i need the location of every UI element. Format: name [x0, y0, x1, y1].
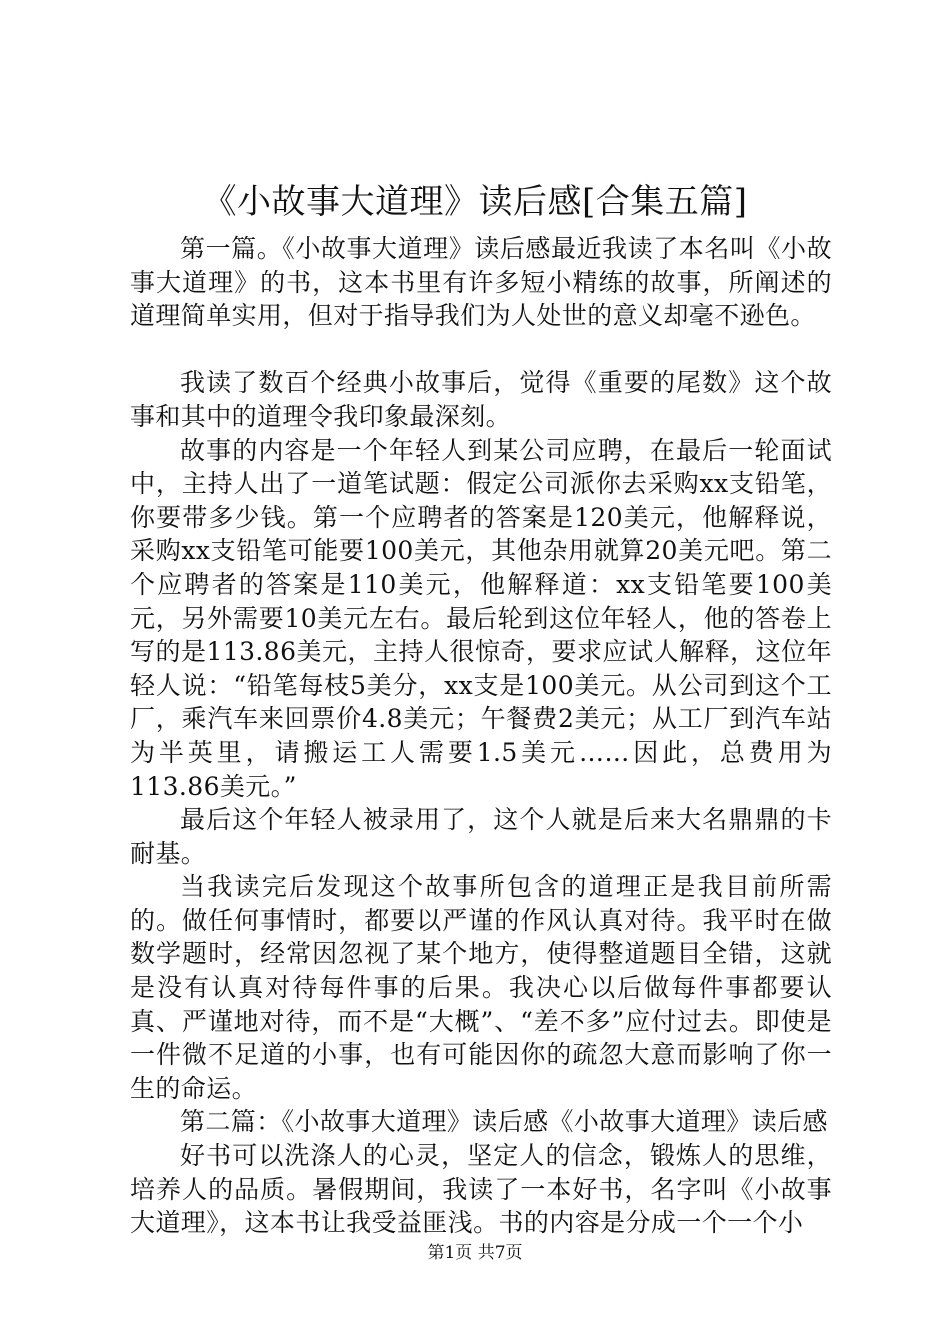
paragraph: 当我读完后发现这个故事所包含的道理正是我目前所需的。做任何事情时，都要以严谨的作风认真对待。我平时在做数学题时，经常因忽视了某个地方，使得整道题目全错，这就是没有认真对待每件事的后果。我决心以后做每件事都要认真、严谨地对待，而不是“大概”、“差不多”应付过去。即使是一件微不足道的小事，也有可能因你的疏忽大意而影响了你一生的命运。 [130, 872, 832, 1103]
document-title: 《小故事大道理》读后感[合集五篇] [202, 182, 748, 222]
paragraph: 我读了数百个经典小故事后，觉得《重要的尾数》这个故事和其中的道理令我印象最深刻。 [130, 368, 832, 431]
paragraph: 故事的内容是一个年轻人到某公司应聘，在最后一轮面试中，主持人出了一道笔试题：假定公司派你去采购xx支铅笔，你要带多少钱。第一个应聘者的答案是120美元，他解释说，采购xx支铅笔可能要100美元，其他杂用就算20美元吧。第二个应聘者的答案是110美元，他解释道：xx支铅笔要100美元，另外需要10美元左右。最后轮到这位年轻人，他的答卷上写的是113.86美元，主持人很惊奇，要求应试人解释，这位年轻人说：“铅笔每枝5美分，xx支是100美元。从公司到这个工厂，乘汽车来回票价4.8美元；午餐费2美元；从工厂到汽车站为半英里，请搬运工人需要1.5美元……因此，总费用为113.86美元。” [130, 435, 832, 801]
paragraph: 最后这个年轻人被录用了，这个人就是后来大名鼎鼎的卡耐基。 [130, 805, 832, 868]
page-footer: 第1页 共7页 [427, 1243, 523, 1263]
paragraph: 第一篇。《小故事大道理》读后感最近我读了本名叫《小故事大道理》的书，这本书里有许多短小精练的故事，所阐述的道理简单实用，但对于指导我们为人处世的意义却毫不逊色。 [130, 234, 832, 331]
paragraph: 第二篇：《小故事大道理》读后感《小故事大道理》读后感 [180, 1107, 828, 1137]
document-body [130, 232, 832, 1240]
paragraph: 好书可以洗涤人的心灵，坚定人的信念，锻炼人的思维，培养人的品质。暑假期间，我读了一本好书，名字叫《小故事大道理》，这本书让我受益匪浅。书的内容是分成一个一个小 [130, 1141, 832, 1238]
